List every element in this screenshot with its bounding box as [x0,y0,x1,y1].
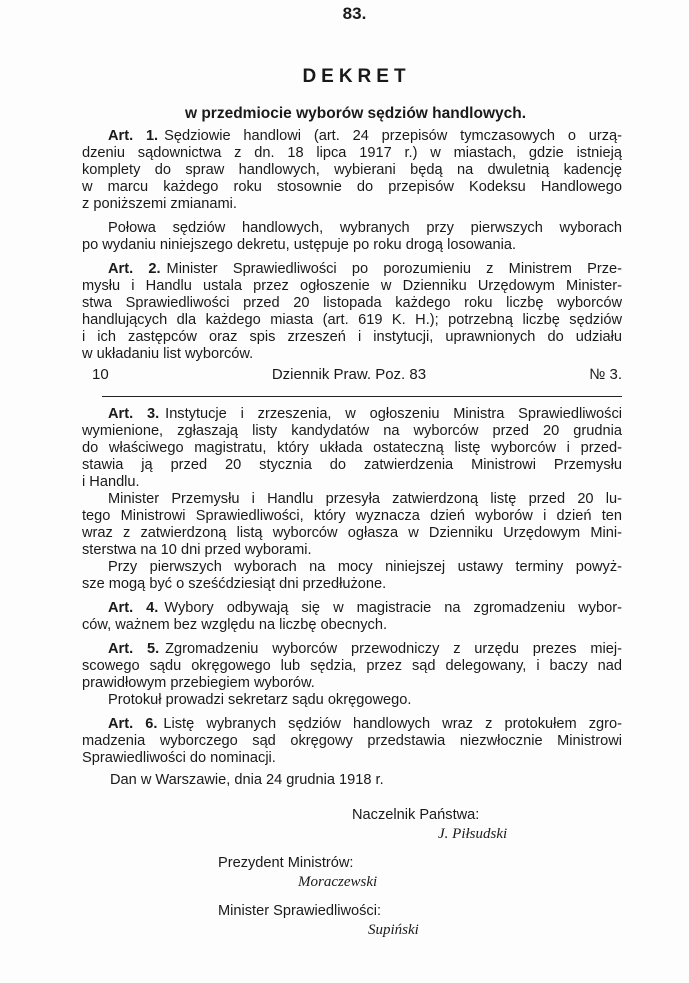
text-line [82,423,622,440]
line-text: mysłu i Handlu ustala przez ogłoszenie w Dzienniku Urzędowym Minister- [82,278,622,294]
signature-name: Supiński [368,922,419,938]
text-line [82,237,622,254]
line-text: prawidłowym przebiegiem wyborów. [82,675,315,691]
line-text: Wybory odbywają się w magistracie na zgromadzeniu wybor- [164,600,623,616]
text-line [82,658,622,675]
line-text: i Handlu. [82,474,140,490]
article-paragraph [82,406,622,491]
line-text: Listę wybranych sędziów handlowych wraz z protokułem zgro- [163,716,623,732]
line-text: sze mogą być o sześćdziesiąt dni przedłużone. [82,576,387,592]
paragraph [82,692,622,709]
line-text: z poniższemi zmianami. [82,196,237,212]
article-paragraph [82,716,622,767]
text-line [82,733,622,750]
signatory-title: Naczelnik Państwa: [352,807,480,823]
text-line [82,508,622,525]
signature-name: J. Piłsudski [438,826,508,842]
article-label: Art. 2. [108,261,161,277]
text-line [82,128,622,145]
position-number: 83. [342,4,367,23]
text-line [82,196,622,213]
decree-title: DEKRET [302,66,411,87]
line-text: do właściwego magistratu, który układa ostateczną listę wyborców i przed- [82,440,622,456]
article-label: Art. 1. [108,128,159,144]
decree-subtitle: w przedmiocie wyborów sędziów handlowych. [184,105,527,122]
article-paragraph [82,600,622,634]
text-line [82,406,622,423]
running-header [92,366,622,383]
text-line [82,278,622,295]
line-text: Minister Przemysłu i Handlu przesyła zatwierdzoną listę przed 20 lu- [108,491,622,507]
text-line [82,576,622,593]
place-date: Dan w Warszawie, dnia 24 grudnia 1918 r. [110,772,384,788]
line-text: Przy pierwszych wyborach na mocy niniejszej ustawy terminy powyż- [108,559,622,575]
text-line [82,346,622,363]
line-text: sterstwa na 10 dni przed wyborami. [82,542,312,558]
line-text: scowego sądu okręgowego lub sędzia, przez sąd delegowany, i baczy nad [82,658,622,674]
text-line [82,440,622,457]
text-line [82,179,622,196]
signatory-title: Minister Sprawiedliwości: [218,903,382,919]
text-line [82,641,622,658]
line-text: stwa Sprawiedliwości przed 20 listopada każdego roku liczbę wyborców [82,295,622,311]
line-text: Połowa sędziów handlowych, wybranych przy pierwszych wyborach [108,220,622,236]
line-text: Zgromadzeniu wyborców przewodniczy z urzędu prezes miej- [165,641,623,657]
page-number: 10 [92,366,109,383]
signature-name: Moraczewski [298,874,378,890]
text-line [82,220,622,237]
text-line [82,525,622,542]
line-text: po wydaniu niniejszego dekretu, ustępuje po roku drogą losowania. [82,237,517,253]
journal-reference: Dziennik Praw. Poz. 83 [271,366,427,383]
line-text: ców, ważnem bez względu na liczbę obecnych. [82,617,388,633]
decree-body-part2 [82,406,622,774]
header-rule [102,396,622,397]
line-text: wraz z zatwierdzoną listą wyborców ogłasza w Dzienniku Urzędowym Mini- [82,525,622,541]
article-label: Art. 3. [108,406,160,422]
article-label: Art. 4. [108,600,159,616]
text-line [82,261,622,278]
line-text: Protokuł prowadzi sekretarz sądu okręgowego. [108,692,412,708]
line-text: tego Ministrowi Sprawiedliwości, który wyznacza dzień wyborów i dzień ten [82,508,622,524]
text-line [82,474,622,491]
article-paragraph [82,641,622,692]
paragraph [82,559,622,593]
text-line [82,162,622,179]
line-text: madzenia wyborczego sąd okręgowy przedstawia niezwłocznie Ministrowi [82,733,622,749]
text-line [82,559,622,576]
text-line [82,295,622,312]
text-line [82,750,622,767]
signatory-title: Prezydent Ministrów: [218,855,354,871]
text-line [82,716,622,733]
line-text: handlujących dla każdego miasta (art. 619 K. H.); potrzebną liczbę sędziów [82,312,622,328]
article-paragraph [82,261,622,363]
text-line [82,600,622,617]
line-text: Sędziowie handlowi (art. 24 przepisów tymczasowych o urzą- [164,128,622,144]
line-text: Instytucje i zrzeszenia, w ogłoszeniu Ministra Sprawiedliwości [165,406,623,422]
line-text: i ich zastępców oraz spis zrzeszeń i instytucji, uprawnionych do udziału [82,329,622,345]
paragraph [82,491,622,559]
text-line [82,692,622,709]
text-line [82,329,622,346]
text-line [82,491,622,508]
line-text: w układaniu list wyborców. [82,346,254,362]
article-paragraph [82,128,622,213]
text-line [82,145,622,162]
article-label: Art. 5. [108,641,160,657]
line-text: dzeniu sądownictwa z dn. 18 lipca 1917 r.) w miastach, gdzie istnieją [82,145,622,161]
text-line [82,312,622,329]
issue-number: № 3. [589,366,622,383]
line-text: wymienione, zgłaszają listy kandydatów na wyborców przed 20 grudnia [82,423,622,439]
text-line [82,457,622,474]
paragraph [82,220,622,254]
line-text: Sprawiedliwości do nominacji. [82,750,276,766]
line-text: w marcu każdego roku stosownie do przepisów Kodeksu Handlowego [82,179,622,195]
article-label: Art. 6. [108,716,158,732]
text-line [82,617,622,634]
text-line [82,542,622,559]
line-text: stawia ją przed 20 stycznia do zatwierdzenia Ministrowi Przemysłu [82,457,622,473]
line-text: komplety do spraw handlowych, wybierani będą na dwuletnią kadencję [82,162,622,178]
decree-body-part1 [82,128,622,370]
line-text: Minister Sprawiedliwości po porozumieniu z Ministrem Prze- [166,261,623,277]
text-line [82,675,622,692]
